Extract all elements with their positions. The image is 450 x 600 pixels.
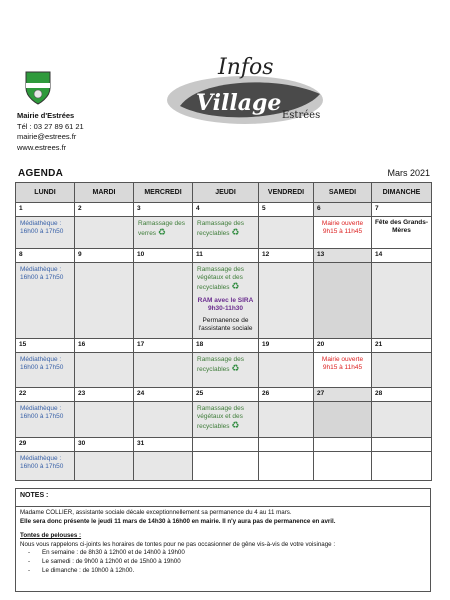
event-text: Ramassage des végétaux et des recyclables xyxy=(197,266,244,291)
day-cell xyxy=(314,353,372,388)
date-number xyxy=(259,438,314,452)
tontes-item: - Le samedi : de 9h00 à 12h00 et de 15h00 à 19h00 xyxy=(42,558,426,567)
event-mediatheque: Médiathèque : 16h00 à 17h50 xyxy=(20,405,64,420)
day-cell xyxy=(16,452,75,481)
event-hours: 9h15 à 11h45 xyxy=(322,364,363,371)
event-fete: Fête des Grands-Mères xyxy=(374,219,429,234)
event-text: Mairie ouverte xyxy=(321,356,364,363)
day-header: MARDI xyxy=(75,183,134,203)
date-number: 4 xyxy=(193,203,259,217)
event-mediatheque: Médiathèque : 16h00 à 17h50 xyxy=(20,220,64,235)
day-header: DIMANCHE xyxy=(372,183,432,203)
date-number: 29 xyxy=(16,438,75,452)
event-mairie-ouverte xyxy=(314,217,371,239)
tontes-list xyxy=(20,549,426,575)
day-cell xyxy=(16,353,75,388)
day-cell xyxy=(259,217,314,249)
day-cell xyxy=(372,402,432,438)
date-row xyxy=(16,203,432,217)
date-row xyxy=(16,249,432,263)
header xyxy=(0,0,450,160)
date-number xyxy=(372,438,432,452)
mairie-tel: Tél : 03 27 89 61 21 xyxy=(17,121,84,131)
date-number: 19 xyxy=(259,339,314,353)
event-mediatheque: Médiathèque : 16h00 à 17h50 xyxy=(20,266,64,281)
event-hours: 9h30-11h30 xyxy=(207,305,244,312)
day-header: VENDREDI xyxy=(259,183,314,203)
date-row xyxy=(16,339,432,353)
day-cell xyxy=(372,452,432,481)
date-number: 22 xyxy=(16,388,75,402)
day-cell xyxy=(193,452,259,481)
date-number: 5 xyxy=(259,203,314,217)
date-number: 25 xyxy=(193,388,259,402)
day-cell xyxy=(314,402,372,438)
day-cell xyxy=(314,217,372,249)
day-cell xyxy=(75,217,134,249)
day-cell xyxy=(314,452,372,481)
date-number: 2 xyxy=(75,203,134,217)
date-number: 9 xyxy=(75,249,134,263)
day-header: JEUDI xyxy=(193,183,259,203)
event-row xyxy=(16,263,432,339)
day-cell xyxy=(314,263,372,339)
date-number: 13 xyxy=(314,249,372,263)
event-permanence: Permanence de l'assistante sociale xyxy=(198,317,253,332)
day-cell xyxy=(16,263,75,339)
recycle-icon: ♻ xyxy=(231,281,240,291)
mairie-name: Mairie d'Estrées xyxy=(17,111,75,120)
date-number: 3 xyxy=(134,203,193,217)
agenda-month: Mars 2021 xyxy=(387,168,430,178)
event-hours: 9h15 à 11h45 xyxy=(322,228,363,235)
date-number: 17 xyxy=(134,339,193,353)
date-number: 30 xyxy=(75,438,134,452)
event-text: Mairie ouverte xyxy=(321,220,364,227)
event-text: Ramassage des verres xyxy=(138,220,185,237)
day-cell xyxy=(193,263,259,339)
date-number: 27 xyxy=(314,388,372,402)
event-text: Ramassage des végétaux et des recyclables xyxy=(197,405,244,430)
date-number: 16 xyxy=(75,339,134,353)
day-cell xyxy=(193,217,259,249)
day-cell xyxy=(372,217,432,249)
event-mairie-ouverte xyxy=(314,353,371,375)
date-number: 24 xyxy=(134,388,193,402)
logo-infos: Infos xyxy=(218,55,274,80)
date-number xyxy=(193,438,259,452)
day-cell xyxy=(134,452,193,481)
day-cell xyxy=(134,263,193,339)
logo-village: Village xyxy=(196,90,282,116)
day-cell xyxy=(16,402,75,438)
day-header-row xyxy=(16,183,432,203)
agenda-title: AGENDA xyxy=(18,168,64,179)
date-number: 28 xyxy=(372,388,432,402)
event-mediatheque: Médiathèque : 16h00 à 17h50 xyxy=(20,356,64,371)
coat-of-arms-logo xyxy=(24,70,52,106)
day-cell xyxy=(16,217,75,249)
date-number: 8 xyxy=(16,249,75,263)
event-ramassage-vegetaux xyxy=(193,402,258,434)
event-row xyxy=(16,217,432,249)
infos-village-logo xyxy=(160,48,330,132)
mairie-website: www.estrees.fr xyxy=(17,142,67,152)
date-number: 20 xyxy=(314,339,372,353)
event-row xyxy=(16,353,432,388)
mairie-email: mairie@estrees.fr xyxy=(17,132,77,141)
event-row xyxy=(16,402,432,438)
recycle-icon: ♻ xyxy=(157,227,166,237)
day-cell xyxy=(259,263,314,339)
event-ramassage-verres xyxy=(134,217,192,241)
day-cell xyxy=(134,217,193,249)
day-cell xyxy=(75,452,134,481)
notes-line: Madame COLLIER, assistante sociale décale exceptionnellement sa permanence du 4 au 11 mars. xyxy=(20,509,292,516)
date-number: 14 xyxy=(372,249,432,263)
day-cell xyxy=(193,353,259,388)
calendar xyxy=(15,182,432,481)
date-number: 6 xyxy=(314,203,372,217)
event-row xyxy=(16,452,432,481)
date-number: 23 xyxy=(75,388,134,402)
day-header: LUNDI xyxy=(16,183,75,203)
date-number: 21 xyxy=(372,339,432,353)
day-cell xyxy=(75,263,134,339)
day-header: SAMEDI xyxy=(314,183,372,203)
event-ram xyxy=(193,295,258,315)
notes-title: NOTES : xyxy=(20,492,49,499)
date-number: 7 xyxy=(372,203,432,217)
tontes-item: - Le dimanche : de 10h00 à 12h00. xyxy=(42,567,426,576)
day-cell xyxy=(259,353,314,388)
event-text: Ramassage des recyclables xyxy=(197,356,244,373)
date-number xyxy=(314,438,372,452)
day-cell xyxy=(372,263,432,339)
recycle-icon: ♻ xyxy=(231,420,240,430)
day-cell xyxy=(259,452,314,481)
logo-estrees: Estrées xyxy=(282,110,321,121)
event-text: RAM avec le SIRA xyxy=(197,297,254,304)
date-number: 15 xyxy=(16,339,75,353)
day-cell xyxy=(259,402,314,438)
recycle-icon: ♻ xyxy=(231,227,240,237)
mairie-contact xyxy=(17,111,84,153)
event-text: Ramassage des recyclables xyxy=(197,220,244,237)
tontes-intro: Nous vous rappelons ci-joints les horaires de tontes pour ne pas occasionner de gêne vis-à-vis de votre voisinage : xyxy=(20,540,336,548)
event-ramassage-recyclables xyxy=(193,217,258,241)
notes-header xyxy=(15,488,431,506)
notes-body xyxy=(15,506,431,592)
event-ramassage-recyclables xyxy=(193,353,258,377)
date-number: 26 xyxy=(259,388,314,402)
date-number: 18 xyxy=(193,339,259,353)
tontes-title: Tontes de pelouses : xyxy=(20,532,82,540)
notes-line: Elle sera donc présente le jeudi 11 mars de 14h30 à 16h00 en mairie. Il n'y aura pas de permanence en avril. xyxy=(20,517,336,525)
date-number: 12 xyxy=(259,249,314,263)
date-number: 10 xyxy=(134,249,193,263)
recycle-icon: ♻ xyxy=(231,363,240,373)
date-row xyxy=(16,388,432,402)
tontes-item: - En semaine : de 8h30 à 12h00 et de 14h00 à 19h00 xyxy=(42,549,426,558)
day-header: MERCREDI xyxy=(134,183,193,203)
date-number: 11 xyxy=(193,249,259,263)
day-cell xyxy=(372,353,432,388)
day-cell xyxy=(75,353,134,388)
date-number: 1 xyxy=(16,203,75,217)
day-cell xyxy=(134,353,193,388)
date-number: 31 xyxy=(134,438,193,452)
day-cell xyxy=(193,402,259,438)
event-mediatheque: Médiathèque : 16h00 à 17h50 xyxy=(20,455,64,470)
day-cell xyxy=(75,402,134,438)
date-row xyxy=(16,438,432,452)
day-cell xyxy=(134,402,193,438)
event-ramassage-vegetaux xyxy=(193,263,258,295)
